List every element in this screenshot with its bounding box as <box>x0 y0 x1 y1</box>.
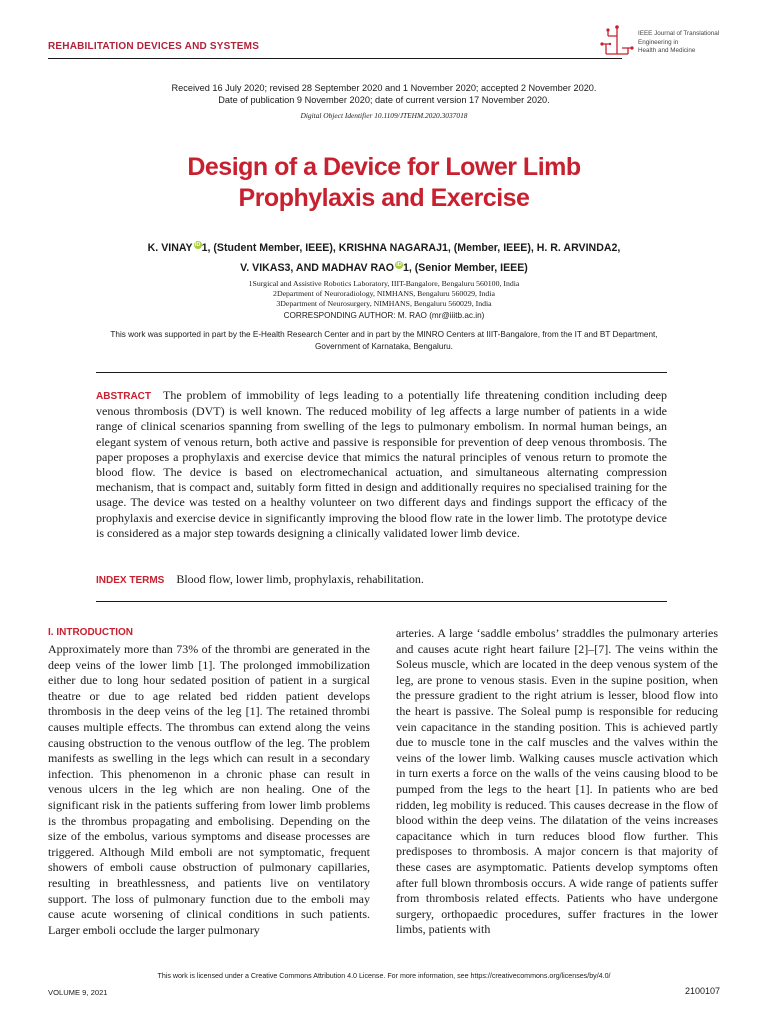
affiliation-3: 3Department of Neurosurgery, NIMHANS, Bengaluru 560029, India <box>276 299 492 308</box>
journal-logo <box>598 24 728 64</box>
abstract-text: The problem of immobility of legs leading to a potentially life threatening condition including deep venous thrombosis (DVT) is well known. The reduced mobility of leg affects a large number of patients in a wide range of clinical scenarios spanning from swelling of the legs to pulmonary embolism. In normal human beings, an elegant system of venous return, both active and passive is responsible for prevention of deep venous thrombosis. The paper proposes a prophylaxis and exercise device that mimics the natural principles of venous return to promote the blood flow. The device is based on electromechanical actuation, and simultaneous alternating compression mechanism, that is compact and, suitably form fitted in design and additionally requires no specialised training for the usage. The device was tested on a healthy volunteer on two different days and findings support the efficacy of the prophylaxis and exercise device in significantly improving the blood flow rate in the lower limb. The prototype device is considered as a major step towards designing a clinically validated lower limb device. <box>96 388 667 540</box>
publication-dates <box>0 82 768 106</box>
authors-line-2-rest: 1, (Senior Member, IEEE) <box>403 262 528 274</box>
header-rule <box>48 58 622 59</box>
abstract-label: ABSTRACT <box>96 391 151 402</box>
journal-line-1: IEEE Journal of Translational <box>638 30 720 37</box>
abstract <box>96 388 667 541</box>
ieee-circuit-icon <box>598 24 636 60</box>
index-terms-label: INDEX TERMS <box>96 575 165 586</box>
volume-label: VOLUME 9, 2021 <box>48 988 108 997</box>
journal-line-2: Engineering in <box>638 38 679 46</box>
abstract-top-rule <box>96 372 667 373</box>
affiliation-2: 2Department of Neuroradiology, NIMHANS, Bengaluru 560029, India <box>273 289 495 298</box>
orcid-icon[interactable]: iD <box>194 242 201 248</box>
section-heading: I. INTRODUCTION <box>48 627 133 638</box>
title-line-1: Design of a Device for Lower Limb <box>187 153 581 181</box>
section-label: REHABILITATION DEVICES AND SYSTEMS <box>48 41 260 52</box>
journal-line-3: Health and Medicine <box>638 47 696 55</box>
authors-line-1 <box>0 238 768 258</box>
page-number: 2100107 <box>684 986 720 996</box>
abstract-bottom-rule <box>96 601 667 602</box>
author-vinay: K. VINAY <box>147 242 193 254</box>
author-rao: V. VIKAS3, AND MADHAV RAO <box>240 262 394 274</box>
author-list <box>0 238 768 278</box>
body-column-right: arteries. A large ‘saddle embolus’ straddles the pulmonary arteries and causes acute right heart failure [2]–[7]. The veins within the Soleus muscle, which are located in the deep venous system of the leg, are prone to venous stasis. Even in the supine position, when the pressure gradient to the right atrium is lesser, blood flow into the heart is passive. The Soleal pump is responsible for reducing vein capacitance in the standing position. This is achieved partly due to muscle tone in the calf muscles and the valves within the veins of the lower limb. Walking causes muscle activation which in turn exerts a force on the walls of the veins causing blood to be pumped from the legs to the heart [1]. In patients who are bed ridden, leg mobility is reduced. This causes decrease in the flow of blood within the deep veins. The dilatation of the veins increases capacitance which in turn reduces blood flow further. This predisposes to thrombosis. A major concern is that majority of these cases are asymptomatic. Patients develop symptoms often after full blown thrombosis occurs. A wide range of patients suffer from thrombosis related effects. Patients who have undergone surgery, orthopaedic procedures, suffer fractures in the lower limbs, patients with <box>396 626 718 937</box>
orcid-icon[interactable]: iD <box>396 262 402 268</box>
dates-line-2: Date of publication 9 November 2020; date of current version 17 November 2020. <box>218 95 550 105</box>
title-line-2: Prophylaxis and Exercise <box>238 184 530 212</box>
doi: Digital Object Identifier 10.1109/JTEHM.2020.3037018 <box>300 111 468 120</box>
index-terms-text: Blood flow, lower limb, prophylaxis, rehabilitation. <box>176 572 424 586</box>
authors-line-1-rest: 1, (Student Member, IEEE), KRISHNA NAGARAJ1, (Member, IEEE), H. R. ARVINDA2, <box>201 242 621 254</box>
index-terms <box>96 572 667 588</box>
corresponding-author: CORRESPONDING AUTHOR: M. RAO (mr@iiitb.ac.in) <box>283 311 485 320</box>
affiliations <box>0 279 768 309</box>
dates-line-1: Received 16 July 2020; revised 28 September 2020 and 1 November 2020; accepted 2 November 2020. <box>171 83 597 93</box>
authors-line-2 <box>0 258 768 278</box>
affiliation-1: 1Surgical and Assistive Robotics Laboratory, IIIT-Bangalore, Bengaluru 560100, India <box>248 279 520 288</box>
license-note: This work is licensed under a Creative Commons Attribution 4.0 License. For more information, see https://creativecommons.org/licenses/by/4.0/ <box>157 972 611 980</box>
body-column-left: Approximately more than 73% of the thrombi are generated in the deep veins of the lower limb [1]. The prolonged immobilization either due to long hour sedated position of patient in a surgical theatre or due to age related bed ridden patient develops thrombosis in the deep veins of the leg [1]. The retained thrombi causes multiple effects. The thrombus can extend along the veins causing obstruction to the venous outflow of the leg. The problem manifests as swelling in the legs which can result in a secondary infection. This phenomenon in a chronic phase can result in venous ulcers in the leg which are non healing. One of the significant risk in the patients suffering from lower limb problems is the thrombus propagating and embolising. Depending on the size of the embolus, various symptoms and disease processes are triggered. Although Mild emboli are not symptomatic, frequent showers of emboli cause obstruction of pulmonary capillaries, resulting in breathlessness, and patients live on ventilatory support. The loss of pulmonary function due to the emboli may cause acute worsening of clinical conditions in such patients. Larger emboli occlude the larger pulmonary <box>48 642 370 937</box>
paper-title <box>0 152 768 214</box>
funding-statement: This work was supported in part by the E-Health Research Center and in part by the MINRO Centers at IIIT-Bangalore, from the IT and BT Department, Government of Karnataka, Bengaluru. <box>110 330 658 351</box>
